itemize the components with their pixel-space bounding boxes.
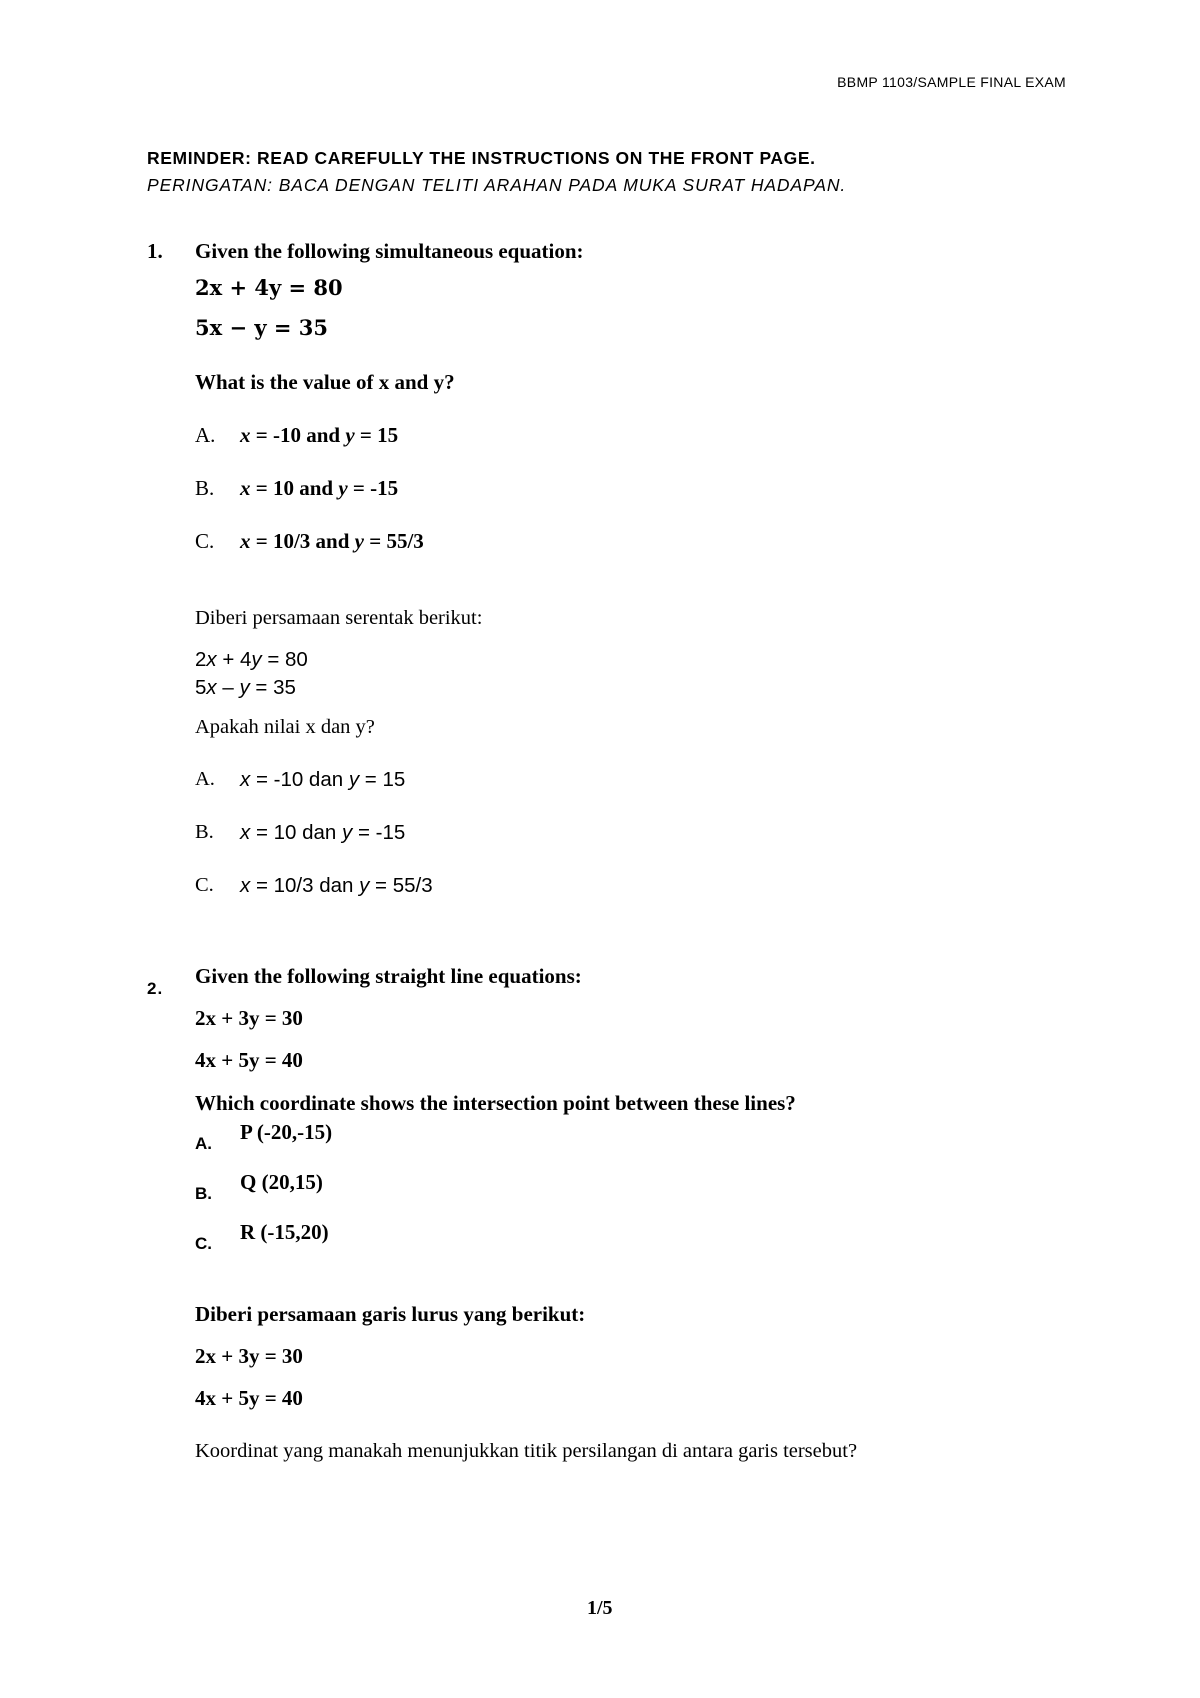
- option-letter: C.: [195, 529, 215, 553]
- var-y: y: [354, 529, 364, 553]
- page-number: 1/5: [587, 1597, 613, 1619]
- q1-question: What is the value of x and y?: [195, 370, 455, 394]
- option-y-value: = 15: [354, 423, 399, 447]
- q1-equation-1: 2x + 4y = 80: [195, 275, 343, 300]
- q2-option-b[interactable]: Q (20,15): [240, 1170, 323, 1194]
- q2-ms-equation-2: 4x + 5y = 40: [195, 1386, 303, 1410]
- option-letter: A.: [195, 768, 215, 790]
- q2-option-a[interactable]: P (-20,-15): [240, 1120, 333, 1144]
- reminder-malay: PERINGATAN: BACA DENGAN TELITI ARAHAN PADA MUKA SURAT HADAPAN.: [147, 175, 847, 195]
- var-x: x: [240, 476, 251, 500]
- q1-ms-equation-1: 2x + 4y = 80: [195, 648, 308, 671]
- q2-option-c[interactable]: R (-15,20): [240, 1220, 329, 1244]
- var-x: x: [240, 529, 251, 553]
- q1-option-b[interactable]: [195, 476, 399, 501]
- q2-stem: Given the following straight line equations:: [195, 964, 582, 988]
- q1-option-a[interactable]: [195, 423, 399, 448]
- q2-ms-equation-1: 2x + 3y = 30: [195, 1344, 303, 1368]
- q1-equation-2: 5x − y = 35: [195, 315, 328, 340]
- q1-stem: Given the following simultaneous equation:: [195, 239, 584, 263]
- option-y-value: = -15: [347, 476, 399, 500]
- var-y: y: [345, 423, 355, 447]
- option-letter: B.: [195, 476, 215, 500]
- q1-ms-option-a[interactable]: A. x = -10 dan y = 15: [195, 768, 406, 791]
- option-x-value: = 10 and: [250, 476, 339, 500]
- option-x-value: = -10 and: [250, 423, 346, 447]
- q1-ms-option-c[interactable]: C. x = 10/3 dan y = 55/3: [195, 874, 433, 897]
- q2-option-c-letter: C.: [195, 1234, 212, 1253]
- q2-option-a-letter: A.: [195, 1134, 212, 1153]
- q2-equation-1: 2x + 3y = 30: [195, 1006, 303, 1030]
- q1-ms-stem: Diberi persamaan serentak berikut:: [195, 607, 483, 629]
- q2-ms-stem: Diberi persamaan garis lurus yang berikut:: [195, 1302, 586, 1326]
- exam-header-code: BBMP 1103/SAMPLE FINAL EXAM: [837, 74, 1066, 90]
- reminder-english: REMINDER: READ CAREFULLY THE INSTRUCTIONS ON THE FRONT PAGE.: [147, 148, 816, 168]
- q2-number: 2.: [147, 979, 164, 998]
- option-letter: A.: [195, 423, 216, 447]
- q1-ms-equation-2: 5x – y = 35: [195, 676, 296, 699]
- var-y: y: [338, 476, 348, 500]
- var-x: x: [240, 423, 251, 447]
- option-x-value: = 10/3 and: [250, 529, 355, 553]
- option-letter: C.: [195, 874, 214, 896]
- option-y-value: = 55/3: [364, 529, 424, 553]
- q1-option-c[interactable]: [195, 529, 424, 554]
- q2-option-b-letter: B.: [195, 1184, 212, 1203]
- q2-question: Which coordinate shows the intersection point between these lines?: [195, 1091, 796, 1115]
- option-letter: B.: [195, 821, 214, 843]
- q2-equation-2: 4x + 5y = 40: [195, 1048, 303, 1072]
- q1-number: 1.: [147, 239, 163, 263]
- q2-ms-question: Koordinat yang manakah menunjukkan titik persilangan di antara garis tersebut?: [195, 1440, 858, 1462]
- q1-ms-option-b[interactable]: B. x = 10 dan y = -15: [195, 821, 406, 844]
- q1-ms-question: Apakah nilai x dan y?: [195, 716, 375, 738]
